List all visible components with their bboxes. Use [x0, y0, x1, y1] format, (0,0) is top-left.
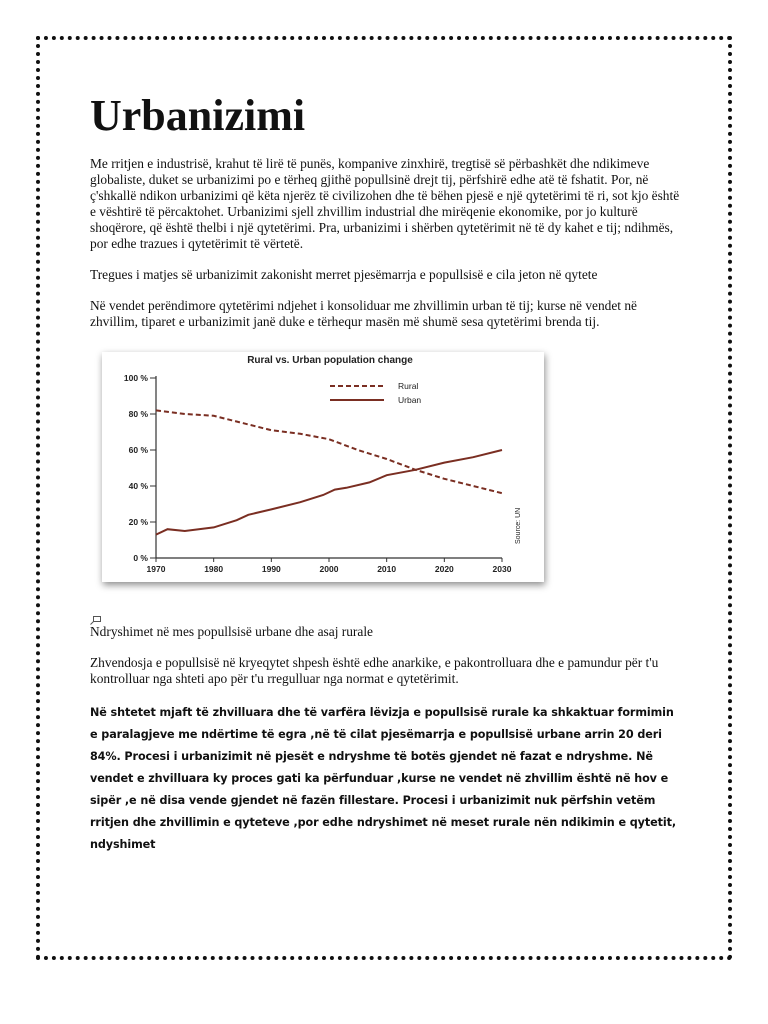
series-line-urban	[156, 450, 502, 535]
x-tick-label: 1990	[261, 564, 281, 575]
document-body	[90, 92, 680, 856]
paragraph-measure: Tregues i matjes së urbanizimit zakonisht merret pjesëmarrja e popullsisë e cila jeton në qytete	[90, 267, 598, 283]
chart-caption-area	[90, 616, 680, 640]
y-tick-label: 0 %	[133, 553, 148, 564]
x-tick-label: 1970	[146, 564, 166, 575]
y-tick-label: 60 %	[128, 445, 148, 456]
y-tick-label: 80 %	[128, 409, 148, 420]
x-tick-label: 2000	[319, 564, 339, 575]
chart-title: Rural vs. Urban population change	[247, 355, 413, 367]
document-title: Urbanizimi	[90, 91, 306, 140]
x-tick-label: 1980	[204, 564, 224, 575]
x-tick-label: 2010	[377, 564, 397, 575]
chart-caption: Ndryshimet në mes popullsisë urbane dhe asaj rurale	[90, 624, 373, 640]
y-tick-label: 100 %	[123, 373, 148, 384]
x-tick-label: 2020	[434, 564, 454, 575]
population-chart	[102, 352, 544, 582]
paragraph-western: Në vendet perëndimore qytetërimi ndjehet i konsoliduar me zhvillimin urban të tij; kurse në vendet në zhvillim, tiparet e urbanizimit janë duke e tërhequr masën më shumë sesa qytetërimi brenda tij.	[90, 298, 637, 330]
legend-label-urban: Urban	[398, 395, 422, 406]
series-line-rural	[156, 411, 502, 494]
paragraph-intro: Me rritjen e industrisë, krahut të lirë të punës, kompanive zinxhirë, tregtisë së përbashkët dhe ndikimeve globaliste, duket se urbanizimi po e tërheq gjithë popullsinë drejt tij, përfshirë edhe atë të fshatit. Por, në ç'shkallë ndikon urbanizimi që këta njerëz të civilizohen dhe të bëhen pjesë e një qytetërimi të ri, sot kjo është e vështirë të përcaktohet. Urbanizimi sjell zhvillim industrial dhe mirëqenie ekonomike, por jo kulturë shoqërore, që është thelbi i një qytetërimi. Pra, urbanizimi i shërben qytetërimit në të dy kahet e tij; ndihmës, por edhe trazues i qytetërimit të vërtetë.	[90, 156, 680, 252]
y-tick-label: 20 %	[128, 517, 148, 528]
paragraph-bold: Në shtetet mjaft të zhvilluara dhe të varfëra lëvizja e popullsisë rurale ka shkaktuar formimin e paralagjeve me ndërtime të egra ,në të cilat pjesëmarrja e popullsisë urbane arrin 20 deri 84%. Procesi i urbanizimit në pjesët e ndryshme të botës gjendet në fazat e ndryshme. Në vendet e zhvilluara ky proces gati ka përfunduar ,kurse ne vendet në zhvillim është në hov e sipër ,e në disa vende gjendet në fazën fillestare. Procesi i urbanizimit nuk përfshin vetëm rritjen dhe zhvillimin e qyteteve ,por edhe ndryshimet në meset rurale nën ndikimin e qytetit, ndyshimet	[90, 706, 676, 852]
legend-label-rural: Rural	[398, 381, 419, 392]
population-chart-svg	[102, 352, 544, 582]
y-tick-label: 40 %	[128, 481, 148, 492]
chart-source: Source: UN	[515, 508, 522, 545]
bold-section	[90, 702, 680, 856]
x-tick-label: 2030	[492, 564, 512, 575]
paragraph-migration: Zhvendosja e popullsisë në kryeqytet shpesh është edhe anarkike, e pakontrolluara dhe e pamundur për t'u kontrolluar nga shteti apo për t'u rregulluar nga normat e qytetërimit.	[90, 655, 659, 687]
